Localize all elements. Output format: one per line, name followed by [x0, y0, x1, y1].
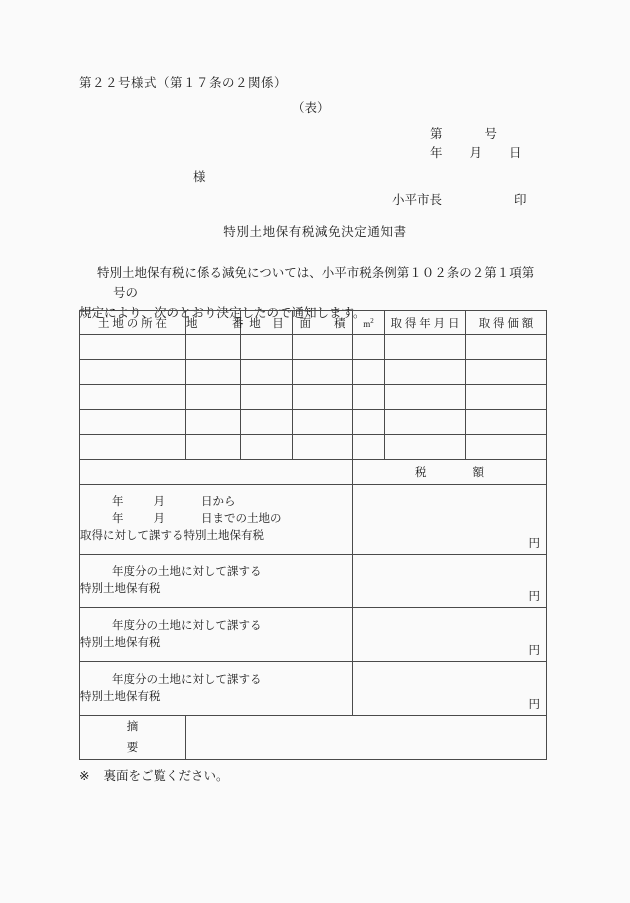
land-tax-table: [79, 310, 547, 760]
cell-lot-number[interactable]: [186, 385, 241, 410]
cell-lot-number[interactable]: [186, 360, 241, 385]
tax-amount-cell-fiscal-2[interactable]: [353, 608, 547, 662]
column-header-land-category: 地 目: [241, 311, 293, 335]
column-header-acquisition-value: 取 得 価 額: [466, 311, 547, 335]
tax-header-spacer: [80, 460, 353, 485]
cell-land-category[interactable]: [241, 385, 293, 410]
yen-unit: 円: [528, 699, 540, 711]
table-row[interactable]: [80, 360, 547, 385]
fiscal-year-line-2: 特別土地保有税: [80, 690, 161, 703]
tax-amount-cell-period[interactable]: [353, 485, 547, 555]
fiscal-year-line-1: 年度分の土地に対して課する: [112, 566, 262, 578]
cell-acquisition-date[interactable]: [385, 410, 466, 435]
document-number-line: [430, 124, 497, 142]
cell-acquisition-value[interactable]: [466, 410, 547, 435]
tax-header-row: [80, 460, 547, 485]
tax-row-fiscal-year-1: [80, 555, 547, 608]
cell-acquisition-value[interactable]: [466, 360, 547, 385]
date-month-label: 月: [469, 146, 483, 160]
cell-area-unit[interactable]: [353, 335, 385, 360]
document-number-unit: 号: [484, 127, 498, 141]
fiscal-year-line-2: 特別土地保有税: [80, 636, 161, 649]
issuer-name: 小平市長: [392, 193, 443, 207]
remarks-label-char-2: 要: [126, 741, 139, 754]
tax-row-label-fiscal-2: [80, 608, 353, 662]
table-row[interactable]: [80, 335, 547, 360]
tax-row-fiscal-year-3: [80, 662, 547, 716]
remarks-value-cell[interactable]: [186, 716, 547, 760]
period-to-day: 日までの土地の: [201, 513, 282, 525]
cell-acquisition-value[interactable]: [466, 435, 547, 460]
cell-area[interactable]: [293, 360, 353, 385]
tax-row-label-period: [80, 485, 353, 555]
cell-area[interactable]: [293, 335, 353, 360]
period-tax-description: 取得に対して課する特別土地保有税: [80, 530, 264, 542]
cell-location[interactable]: [80, 385, 186, 410]
period-from-month: 月: [153, 496, 165, 508]
period-from-year: 年: [112, 496, 124, 508]
period-from-day: 日から: [201, 496, 236, 508]
column-header-area-unit: $m^2$: [353, 311, 385, 335]
fiscal-year-line-1: 年度分の土地に対して課する: [112, 619, 262, 632]
seal-mark: 印: [514, 193, 527, 207]
cell-lot-number[interactable]: [186, 335, 241, 360]
cell-area[interactable]: [293, 385, 353, 410]
tax-amount-header: [353, 460, 547, 485]
cell-acquisition-date[interactable]: [385, 360, 466, 385]
document-date-line: [430, 143, 522, 161]
cell-lot-number[interactable]: [186, 435, 241, 460]
side-mark: （表）: [292, 101, 330, 115]
document-title: 特別土地保有税減免決定通知書: [223, 225, 407, 239]
table-row[interactable]: [80, 435, 547, 460]
cell-area-unit[interactable]: [353, 410, 385, 435]
table-header-row: [80, 311, 547, 335]
tax-row-fiscal-year-2: [80, 608, 547, 662]
addressee-honorific: 様: [193, 170, 206, 184]
cell-location[interactable]: [80, 360, 186, 385]
column-header-area: 面 積: [293, 311, 353, 335]
cell-land-category[interactable]: [241, 335, 293, 360]
body-line-2: 規定により、次のとおり決定したので通知します。: [79, 306, 366, 320]
period-to-year: 年: [112, 513, 124, 525]
date-year-label: 年: [430, 146, 443, 160]
period-to-month: 月: [153, 513, 165, 525]
footer-note: [79, 766, 229, 784]
cell-land-category[interactable]: [241, 410, 293, 435]
cell-acquisition-date[interactable]: [385, 385, 466, 410]
remarks-row: [80, 716, 547, 760]
yen-unit: 円: [528, 591, 540, 603]
cell-acquisition-value[interactable]: [466, 385, 547, 410]
table-row[interactable]: [80, 385, 547, 410]
cell-location[interactable]: [80, 435, 186, 460]
cell-area-unit[interactable]: [353, 360, 385, 385]
cell-lot-number[interactable]: [186, 410, 241, 435]
remarks-label: [80, 716, 186, 760]
form-number: 第２２号様式（第１７条の２関係）: [79, 76, 288, 90]
cell-land-category[interactable]: [241, 360, 293, 385]
cell-location[interactable]: [80, 335, 186, 360]
body-line-1b: 号の: [113, 286, 139, 300]
tax-row-acquisition-period: [80, 485, 547, 555]
date-day-label: 日: [509, 146, 522, 160]
cell-acquisition-value[interactable]: [466, 335, 547, 360]
tax-row-label-fiscal-3: [80, 662, 353, 716]
yen-unit: 円: [528, 538, 540, 550]
reference-mark-icon: ※: [79, 769, 90, 783]
column-header-location: 土 地 の 所 在: [80, 311, 186, 335]
cell-area-unit[interactable]: [353, 385, 385, 410]
cell-acquisition-date[interactable]: [385, 335, 466, 360]
tax-amount-cell-fiscal-3[interactable]: [353, 662, 547, 716]
cell-area-unit[interactable]: [353, 435, 385, 460]
issuer-line: [392, 190, 527, 208]
footer-note-text: 裏面をご覧ください。: [103, 769, 229, 783]
document-number-label: 第: [430, 127, 443, 141]
tax-header-left: 税: [415, 467, 427, 479]
fiscal-year-line-1: 年度分の土地に対して課する: [112, 673, 262, 686]
cell-location[interactable]: [80, 410, 186, 435]
yen-unit: 円: [528, 645, 540, 657]
tax-row-label-fiscal-1: [80, 555, 353, 608]
tax-amount-cell-fiscal-1[interactable]: [353, 555, 547, 608]
column-header-lot-number: 地 番: [186, 311, 241, 335]
cell-area[interactable]: [293, 435, 353, 460]
cell-acquisition-date[interactable]: [385, 435, 466, 460]
fiscal-year-line-2: 特別土地保有税: [80, 583, 161, 595]
body-line-1a: 特別土地保有税に係る減免については、小平市税条例第１０２条の２第１項第: [97, 266, 535, 280]
column-header-acquisition-date: 取 得 年 月 日: [385, 311, 466, 335]
tax-header-right: 額: [472, 467, 484, 479]
cell-land-category[interactable]: [241, 435, 293, 460]
table-row[interactable]: [80, 410, 547, 435]
remarks-label-char-1: 摘: [126, 720, 139, 733]
cell-area[interactable]: [293, 410, 353, 435]
